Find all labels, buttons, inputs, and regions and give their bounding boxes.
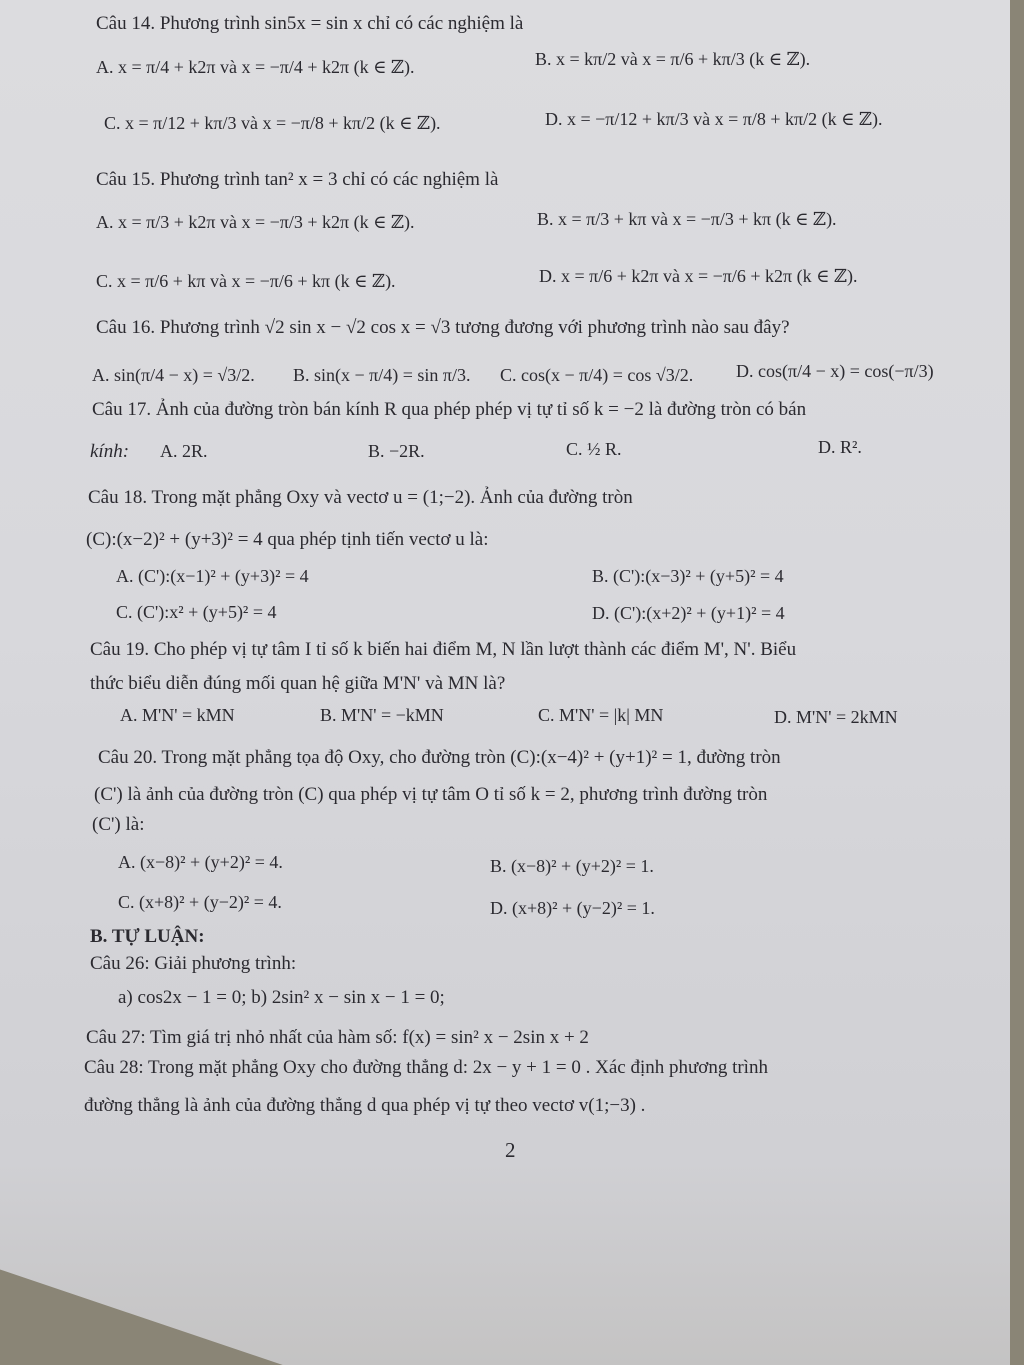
q16-stem: Câu 16. Phương trình √2 sin x − √2 cos x = √3 tương đương với phương trình nào sau đây? <box>96 317 790 338</box>
q18-option-d[interactable]: D. (C'):(x+2)² + (y+1)² = 4 <box>592 603 785 623</box>
q14-option-d[interactable]: D. x = −π/12 + kπ/3 và x = π/8 + kπ/2 (k ∈ ℤ). <box>545 109 883 129</box>
q16-option-b[interactable]: B. sin(x − π/4) = sin π/3. <box>293 365 471 385</box>
q17-option-d[interactable]: D. R². <box>818 437 862 457</box>
q15-option-d[interactable]: D. x = π/6 + k2π và x = −π/6 + k2π (k ∈ ℤ). <box>539 266 858 286</box>
q14-option-c[interactable]: C. x = π/12 + kπ/3 và x = −π/8 + kπ/2 (k ∈ ℤ). <box>104 113 441 133</box>
q15-stem: Câu 15. Phương trình tan² x = 3 chỉ có các nghiệm là <box>96 169 499 190</box>
q17-stem-continued: kính: <box>90 441 130 462</box>
q19-option-d[interactable]: D. M'N' = 2kMN <box>774 707 898 727</box>
q17-option-a[interactable]: A. 2R. <box>160 441 208 461</box>
section-b-heading: B. TỰ LUẬN: <box>90 926 205 947</box>
q17-option-b[interactable]: B. −2R. <box>368 441 425 461</box>
q14-stem: Câu 14. Phương trình sin5x = sin x chỉ có các nghiệm là <box>96 13 524 34</box>
q20-option-c[interactable]: C. (x+8)² + (y−2)² = 4. <box>118 892 282 912</box>
q16-option-d[interactable]: D. cos(π/4 − x) = cos(−π/3) <box>736 361 934 381</box>
q20-stem-end: (C') là: <box>92 814 145 835</box>
q20-option-d[interactable]: D. (x+8)² + (y−2)² = 1. <box>490 898 655 918</box>
q28-line1: Câu 28: Trong mặt phẳng Oxy cho đường thẳng d: 2x − y + 1 = 0 . Xác định phương trình <box>84 1057 768 1078</box>
q20-option-a[interactable]: A. (x−8)² + (y+2)² = 4. <box>118 852 283 872</box>
q19-stem-continued: thức biểu diễn đúng mối quan hệ giữa M'N' và MN là? <box>90 673 506 694</box>
q14-option-a[interactable]: A. x = π/4 + k2π và x = −π/4 + k2π (k ∈ ℤ). <box>96 57 415 77</box>
q15-option-b[interactable]: B. x = π/3 + kπ và x = −π/3 + kπ (k ∈ ℤ). <box>537 209 837 229</box>
q17-stem: Câu 17. Ảnh của đường tròn bán kính R qua phép phép vị tự tỉ số k = −2 là đường tròn có bán <box>92 399 807 420</box>
q26-parts: a) cos2x − 1 = 0; b) 2sin² x − sin x − 1 = 0; <box>118 987 445 1008</box>
q19-stem: Câu 19. Cho phép vị tự tâm I tỉ số k biến hai điểm M, N lần lượt thành các điểm M', N'. Biểu <box>90 639 797 660</box>
q16-option-a[interactable]: A. sin(π/4 − x) = √3/2. <box>92 365 255 385</box>
q19-option-b[interactable]: B. M'N' = −kMN <box>320 705 444 725</box>
q17-option-c[interactable]: C. ½ R. <box>566 439 622 459</box>
q15-option-a[interactable]: A. x = π/3 + k2π và x = −π/3 + k2π (k ∈ ℤ). <box>96 212 415 232</box>
q20-stem: Câu 20. Trong mặt phẳng tọa độ Oxy, cho đường tròn (C):(x−4)² + (y+1)² = 1, đường tròn <box>98 747 781 768</box>
q18-option-b[interactable]: B. (C'):(x−3)² + (y+5)² = 4 <box>592 566 784 586</box>
page-number: 2 <box>505 1138 516 1162</box>
q28-line2: đường thẳng là ảnh của đường thẳng d qua phép vị tự theo vectơ v(1;−3) . <box>84 1095 646 1116</box>
q19-option-c[interactable]: C. M'N' = |k| MN <box>538 705 664 725</box>
q26-stem: Câu 26: Giải phương trình: <box>90 953 297 974</box>
q19-option-a[interactable]: A. M'N' = kMN <box>120 705 235 725</box>
q27: Câu 27: Tìm giá trị nhỏ nhất của hàm số: f(x) = sin² x − 2sin x + 2 <box>86 1027 589 1048</box>
q18-stem-continued: (C):(x−2)² + (y+3)² = 4 qua phép tịnh tiến vectơ u là: <box>86 529 489 550</box>
q14-option-b[interactable]: B. x = kπ/2 và x = π/6 + kπ/3 (k ∈ ℤ). <box>535 49 811 69</box>
q18-stem: Câu 18. Trong mặt phẳng Oxy và vectơ u = (1;−2). Ảnh của đường tròn <box>88 487 633 508</box>
q20-stem-continued: (C') là ảnh của đường tròn (C) qua phép vị tự tâm O tỉ số k = 2, phương trình đường tròn <box>94 784 768 805</box>
q18-option-c[interactable]: C. (C'):x² + (y+5)² = 4 <box>116 602 277 622</box>
q18-option-a[interactable]: A. (C'):(x−1)² + (y+3)² = 4 <box>116 566 309 586</box>
q16-option-c[interactable]: C. cos(x − π/4) = cos √3/2. <box>500 365 694 385</box>
q20-option-b[interactable]: B. (x−8)² + (y+2)² = 1. <box>490 856 654 876</box>
q15-option-c[interactable]: C. x = π/6 + kπ và x = −π/6 + kπ (k ∈ ℤ). <box>96 271 396 291</box>
